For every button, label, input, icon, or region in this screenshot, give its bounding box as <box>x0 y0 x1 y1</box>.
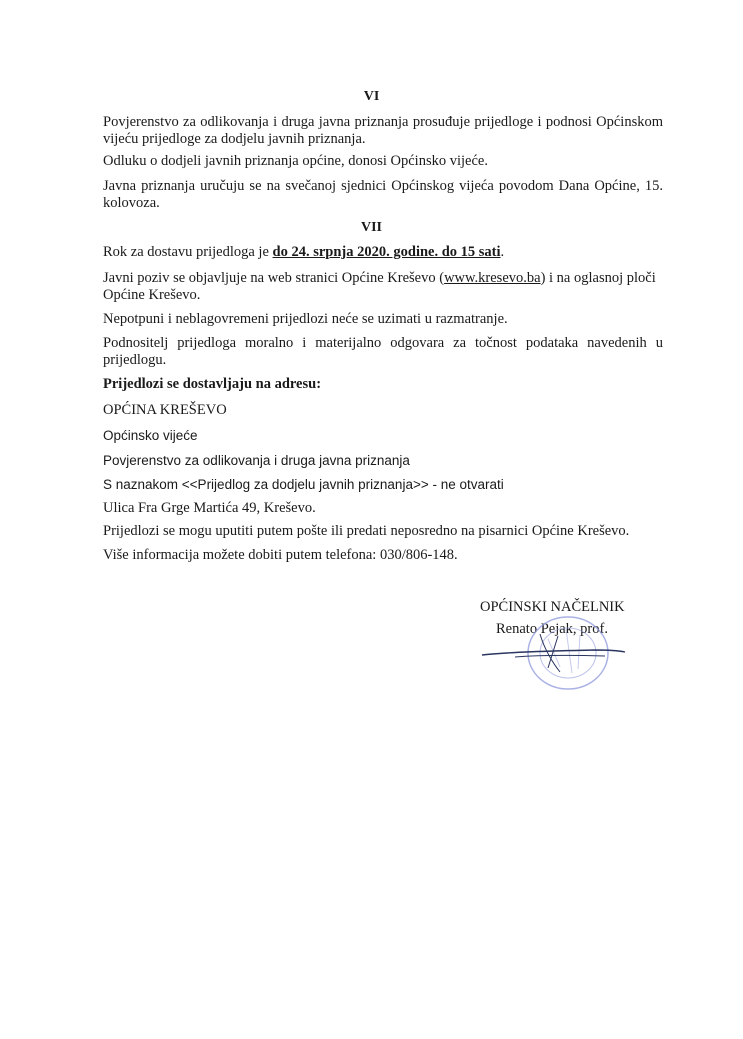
address-line-street: Ulica Fra Grge Martića 49, Kreševo. <box>103 500 316 516</box>
address-line-marking: S naznakom <<Prijedlog za dodjelu javnih priznanja>> - ne otvarati <box>103 477 504 492</box>
paragraph-info-phone: Više informacija možete dobiti putem telefona: 030/806-148. <box>103 547 458 563</box>
section-heading-vi: VI <box>363 89 380 104</box>
address-line-council: Općinsko vijeće <box>103 428 198 443</box>
signature-name: Renato Pejak, prof. <box>496 621 608 637</box>
paragraph-incomplete: Nepotpuni i neblagovremeni prijedlozi neće se uzimati u razmatranje. <box>103 311 508 327</box>
paragraph-committee: Povjerenstvo za odlikovanja i druga javna priznanja prosuđuje prijedloge i podnosi Općinskom vijeću prijedloge za dodjelu javnih priznanja. <box>103 114 663 147</box>
address-line-municipality: OPĆINA KREŠEVO <box>103 402 227 418</box>
paragraph-submission: Prijedlozi se mogu uputiti putem pošte ili predati neposredno na pisarnici Općine Kreševo. <box>103 523 630 539</box>
deadline-prefix: Rok za dostavu prijedloga je <box>103 244 273 260</box>
paragraph-responsibility: Podnositelj prijedloga moralno i materijalno odgovara za točnost podataka navedenih u prijedlogu. <box>103 335 663 368</box>
paragraph-decision: Odluku o dodjeli javnih priznanja općine, donosi Općinsko vijeće. <box>103 153 488 169</box>
address-heading: Prijedlozi se dostavljaju na adresu: <box>103 376 322 392</box>
website-link[interactable]: www.kresevo.ba <box>444 270 541 286</box>
address-line-committee: Povjerenstvo za odlikovanja i druga javna priznanja <box>103 453 410 468</box>
paragraph-public-call <box>103 270 663 304</box>
deadline-date: do 24. srpnja 2020. godine. do 15 sati <box>272 244 501 260</box>
deadline-suffix: . <box>500 244 505 260</box>
section-heading-vii: VII <box>360 220 382 235</box>
public-call-suffix: ) i na oglasnoj ploči Općine Kreševo. <box>103 270 656 303</box>
paragraph-deadline <box>103 244 663 261</box>
paragraph-award-ceremony: Javna priznanja uručuju se na svečanoj sjednici Općinskog vijeća povodom Dana Općine, 15. kolovoza. <box>103 178 663 211</box>
public-call-prefix: Javni poziv se objavljuje na web stranici Općine Kreševo ( <box>103 270 445 286</box>
handwritten-signature <box>470 628 630 678</box>
signature-title: OPĆINSKI NAČELNIK <box>480 599 625 615</box>
